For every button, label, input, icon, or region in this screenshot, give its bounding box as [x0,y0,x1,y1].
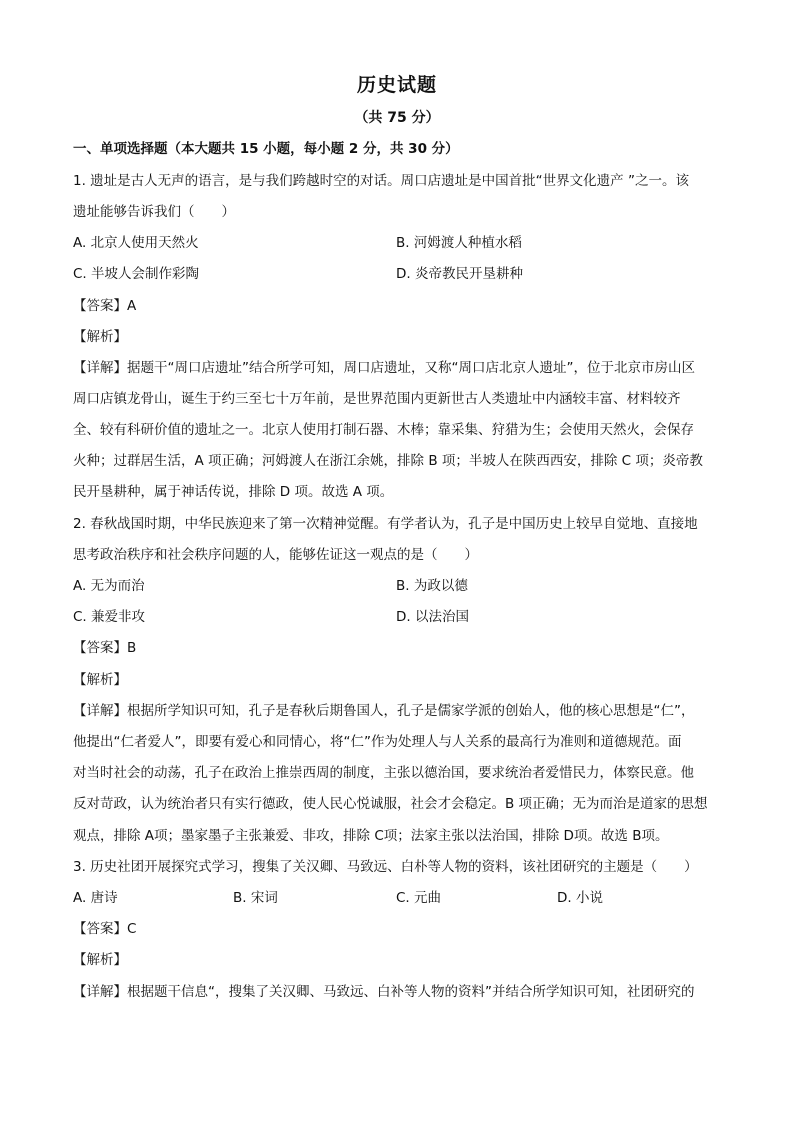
q2-option-c: C. 兼爱非攻 [73,609,146,625]
q2-option-d: D. 以法治国 [396,609,469,625]
q2-detail-line: 反对苛政，认为统治者只有实行德政，使人民心悦诚服，社会才会稳定。B 项正确；无为而治是道家的思想 [73,796,708,812]
section-heading: 一、单项选择题（本大题共 15 小题，每小题 2 分，共 30 分） [73,141,459,157]
q2-detail-line: 对当时社会的动荡，孔子在政治上推崇西周的制度，主张以德治国，要求统治者爱惜民力，体察民意。他 [73,765,694,781]
page-title: 历史试题 [356,74,437,96]
q3-analysis-label: 【解析】 [73,952,127,968]
q1-detail-line: 周口店镇龙骨山，诞生于约三至七十万年前，是世界范围内更新世古人类遗址中内涵较丰富、材料较齐 [73,391,681,407]
q1-option-a: A. 北京人使用天然火 [73,235,199,251]
q2-stem-line1: 2. 春秋战国时期，中华民族迎来了第一次精神觉醒。有学者认为，孔子是中国历史上较早自觉地、直接地 [73,516,698,532]
q2-detail-line: 他提出“仁者爱人”，即要有爱心和同情心，将“仁”作为处理人与人关系的最高行为准则和道德规范。面 [73,734,682,750]
q1-option-c: C. 半坡人会制作彩陶 [73,266,200,282]
q2-stem-line2: 思考政治秩序和社会秩序问题的人，能够佐证这一观点的是（ ） [73,547,478,563]
q2-option-a: A. 无为而治 [73,578,145,594]
q3-stem-line1: 3. 历史社团开展探究式学习，搜集了关汉卿、马致远、白朴等人物的资料，该社团研究的主题是（ ） [73,859,698,875]
q1-detail-line: 火种；过群居生活，A 项正确；河姆渡人在浙江余姚，排除 B 项；半坡人在陕西西安，排除 C 项；炎帝教 [73,453,703,469]
q2-analysis-label: 【解析】 [73,672,127,688]
q1-detail-line: 全、较有科研价值的遗址之一。北京人使用打制石器、木棒；靠采集、狩猎为生；会使用天然火，会保存 [73,422,694,438]
q2-detail-line: 【详解】根据所学知识可知，孔子是春秋后期鲁国人，孔子是儒家学派的创始人，他的核心思想是“仁”， [73,703,695,719]
score-subtitle: （共 75 分） [354,110,440,126]
q1-stem-line2: 遗址能够告诉我们（ ） [73,204,235,220]
q1-detail-line: 民开垦耕种，属于神话传说，排除 D 项。故选 A 项。 [73,484,394,500]
q1-answer: 【答案】A [73,298,137,314]
q3-option-c: C. 元曲 [396,890,442,906]
q1-option-b: B. 河姆渡人种植水稻 [396,235,522,251]
q3-option-b: B. 宋词 [233,890,278,906]
q1-option-d: D. 炎帝教民开垦耕种 [396,266,523,282]
q1-stem-line1: 1. 遗址是古人无声的语言，是与我们跨越时空的对话。周口店遗址是中国首批“世界文化遗产 ”之一。该 [73,173,689,189]
q1-analysis-label: 【解析】 [73,329,127,345]
q1-detail-line: 【详解】据题干“周口店遗址”结合所学可知，周口店遗址，又称“周口店北京人遗址”，位于北京市房山区 [73,360,695,376]
q2-answer: 【答案】B [73,640,137,656]
q3-option-d: D. 小说 [557,890,603,906]
q3-answer: 【答案】C [73,921,137,937]
q2-option-b: B. 为政以德 [396,578,468,594]
q2-detail-line: 观点，排除 A项；墨家墨子主张兼爱、非攻，排除 C项；法家主张以法治国，排除 D项。故选 B项。 [73,828,669,844]
q3-option-a: A. 唐诗 [73,890,118,906]
q3-detail-line: 【详解】根据题干信息“，搜集了关汉卿、马致远、白补等人物的资料”并结合所学知识可知，社团研究的 [73,984,695,1000]
